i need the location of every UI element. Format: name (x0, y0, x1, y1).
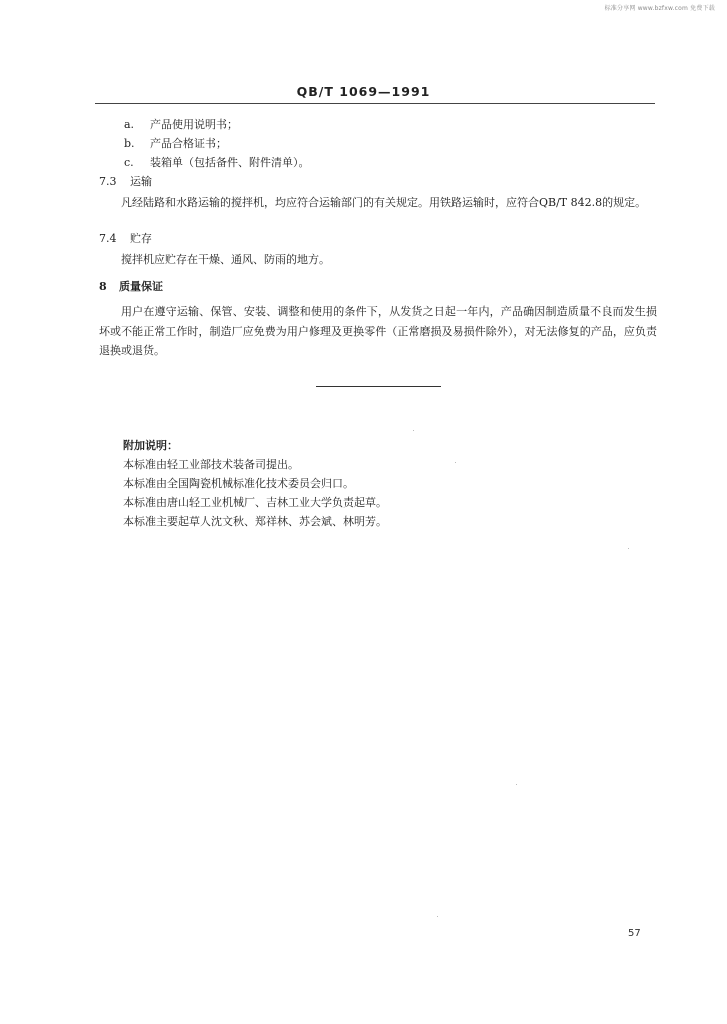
list-item-marker-c: c. (124, 156, 134, 169)
list-item-marker-b: b. (124, 137, 135, 150)
scan-speck (628, 548, 629, 549)
list-item-text-c: 装箱单（包括备件、附件清单）。 (150, 156, 310, 169)
section-8-number: 8 (99, 280, 107, 293)
section-7-3-body: 凡经陆路和水路运输的搅拌机，均应符合运输部门的有关规定。用铁路运输时，应符合QB/T 842.8的规定。 (121, 196, 647, 209)
notes-line-2: 本标准由全国陶瓷机械标准化技术委员会归口。 (123, 477, 354, 490)
notes-line-4: 本标准主要起草人沈文秋、郑祥林、苏会斌、林明芳。 (123, 515, 387, 528)
list-item-text-a: 产品使用说明书； (150, 118, 238, 131)
scan-speck (413, 430, 414, 431)
section-8-body: 用户在遵守运输、保管、安装、调整和使用的条件下，从发货之日起一年内，产品确因制造质量不良而发生损坏或不能正常工作时，制造厂应免费为用户修理及更换零件（正常磨损及易损件除外），对无法修复的产品，应负责退换或退货。 (99, 305, 657, 357)
notes-heading: 附加说明： (123, 439, 178, 452)
scan-speck (437, 916, 438, 917)
watermark: 标准分享网 www.bzfxw.com 免费下载 (604, 5, 715, 12)
list-item-marker-a: a. (124, 118, 135, 131)
header-divider (95, 103, 655, 104)
section-8-title: 质量保证 (119, 280, 163, 293)
list-item-text-b: 产品合格证书； (150, 137, 227, 150)
section-7-3-title: 运输 (130, 175, 152, 188)
notes-line-3: 本标准由唐山轻工业机械厂、吉林工业大学负责起草。 (123, 496, 387, 509)
notes-line-1: 本标准由轻工业部技术装备司提出。 (123, 458, 299, 471)
section-7-4-number: 7.4 (99, 232, 117, 245)
end-of-text-rule (316, 386, 441, 387)
section-7-4-body: 搅拌机应贮存在干燥、通风、防雨的地方。 (121, 253, 330, 266)
section-7-3-number: 7.3 (99, 175, 117, 188)
page-number: 57 (628, 928, 641, 939)
standard-code-header: QB/T 1069—1991 (296, 84, 431, 99)
scan-speck (516, 784, 517, 785)
section-7-4-title: 贮存 (130, 232, 152, 245)
scan-speck (455, 462, 456, 463)
